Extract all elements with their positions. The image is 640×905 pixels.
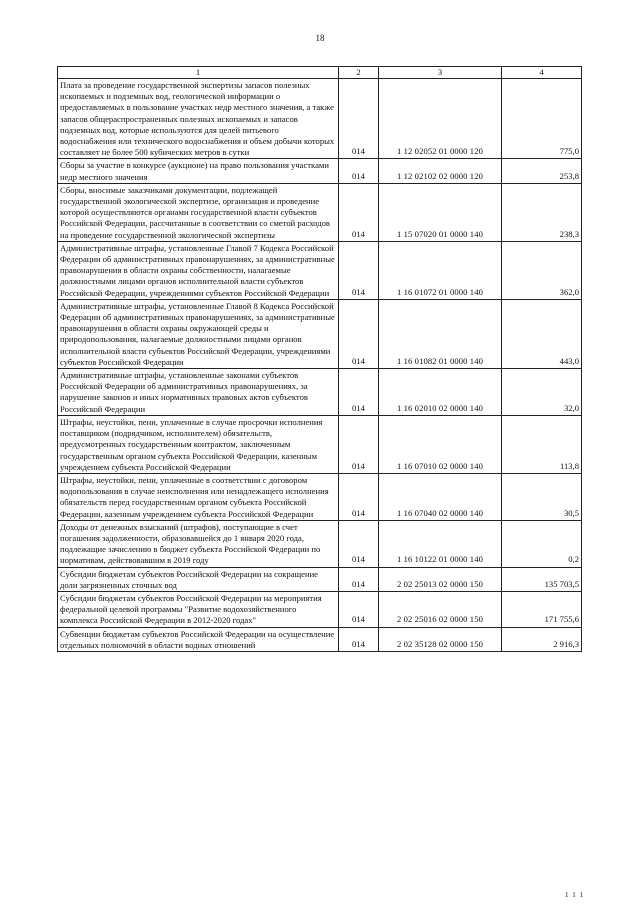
- row-amount: 443,0: [502, 299, 582, 368]
- row-admin-code: 014: [339, 241, 379, 299]
- row-admin-code: 014: [339, 159, 379, 183]
- row-classification-code: 1 16 07010 02 0000 140: [379, 415, 502, 473]
- budget-revenue-table: [57, 66, 582, 652]
- row-description: Субсидии бюджетам субъектов Российской Федерации на мероприятия федеральной целевой программы "Развитие водохозяйственного комплекса Российской Федерации в 2012-2020 годах": [58, 591, 339, 627]
- table-row: [58, 159, 582, 183]
- row-description: Административные штрафы, установленные Главой 7 Кодекса Российской Федерации об административных правонарушениях, за административные правонарушения в области охраны собственности, налагаемые должностными лицами органов исполнительной власти субъектов Российской Федерации, учреждениями субъектов Российской Федерации: [58, 241, 339, 299]
- table-row: [58, 473, 582, 520]
- table-row: [58, 415, 582, 473]
- row-amount: 238,3: [502, 183, 582, 241]
- row-admin-code: 014: [339, 299, 379, 368]
- row-description: Субсидии бюджетам субъектов Российской Федерации на сокращение доли загрязненных сточных вод: [58, 567, 339, 591]
- row-admin-code: 014: [339, 520, 379, 567]
- row-admin-code: 014: [339, 473, 379, 520]
- row-classification-code: 1 16 01082 01 0000 140: [379, 299, 502, 368]
- row-description: Сборы за участие в конкурсе (аукционе) на право пользования участками недр местного значения: [58, 159, 339, 183]
- row-admin-code: 014: [339, 369, 379, 416]
- row-admin-code: 014: [339, 627, 379, 651]
- row-description: Сборы, вносимые заказчиками документации, подлежащей государственной экологической экспертизе, организация и проведение которой осуществляются органами государственной власти субъектов Российской Федерации, рассчитанные в соответствии со сметой расходов на проведение государственной экологической экспертизы: [58, 183, 339, 241]
- row-amount: 775,0: [502, 79, 582, 159]
- table-row: [58, 567, 582, 591]
- table-row: [58, 591, 582, 627]
- footer-mark: 1 1 1: [565, 891, 584, 899]
- row-amount: 30,5: [502, 473, 582, 520]
- row-description: Административные штрафы, установленные Главой 8 Кодекса Российской Федерации об административных правонарушениях, за административные правонарушения в области охраны окружающей среды и природопользования, налагаемые должностными лицами органов исполнительной власти субъектов Российской Федерации, учреждениями субъектов Российской Федерации: [58, 299, 339, 368]
- row-admin-code: 014: [339, 79, 379, 159]
- row-amount: 2 916,3: [502, 627, 582, 651]
- row-description: Штрафы, неустойки, пени, уплаченные в случае просрочки исполнения поставщиком (подрядчиком, исполнителем) обязательств, предусмотренных государственным контрактом, заключенным государственным органом субъекта Российской Федерации, казенным учреждением субъекта Российской Федерации: [58, 415, 339, 473]
- column-header-admin: 2: [339, 67, 379, 79]
- row-classification-code: 1 12 02102 02 0000 120: [379, 159, 502, 183]
- table-row: [58, 520, 582, 567]
- row-classification-code: 1 16 07040 02 0000 140: [379, 473, 502, 520]
- row-amount: 32,0: [502, 369, 582, 416]
- row-amount: 171 755,6: [502, 591, 582, 627]
- table-header-row: [58, 67, 582, 79]
- row-classification-code: 1 16 02010 02 0000 140: [379, 369, 502, 416]
- table-row: [58, 627, 582, 651]
- row-description: Доходы от денежных взысканий (штрафов), поступающие в счет погашения задолженности, образовавшейся до 1 января 2020 года, подлежащие зачислению в бюджет субъекта Российской Федерации по нормативам, действовавшим в 2019 году: [58, 520, 339, 567]
- row-classification-code: 1 16 01072 01 0000 140: [379, 241, 502, 299]
- page-number: 18: [315, 33, 325, 43]
- row-description: Плата за проведение государственной экспертизы запасов полезных ископаемых и подземных вод, геологической информации о предоставляемых в пользование участках недр местного значения, а также запасов общераспространенных полезных ископаемых и запасов подземных вод, которые используются для целей питьевого водоснабжения или технического водоснабжения и объем добычи которых составляет не более 500 кубических метров в сутки: [58, 79, 339, 159]
- row-amount: 253,8: [502, 159, 582, 183]
- row-admin-code: 014: [339, 183, 379, 241]
- row-admin-code: 014: [339, 591, 379, 627]
- row-description: Административные штрафы, установленные законами субъектов Российской Федерации об административных правонарушениях, за нарушение законов и иных нормативных правовых актов субъектов Российской Федерации: [58, 369, 339, 416]
- table-row: [58, 241, 582, 299]
- row-classification-code: 2 02 25016 02 0000 150: [379, 591, 502, 627]
- table-row: [58, 183, 582, 241]
- row-classification-code: 1 12 02052 01 0000 120: [379, 79, 502, 159]
- row-description: Субвенции бюджетам субъектов Российской Федерации на осуществление отдельных полномочий в области водных отношений: [58, 627, 339, 651]
- column-header-description: 1: [58, 67, 339, 79]
- row-classification-code: 1 16 10122 01 0000 140: [379, 520, 502, 567]
- column-header-code: 3: [379, 67, 502, 79]
- row-amount: 362,0: [502, 241, 582, 299]
- table-row: [58, 299, 582, 368]
- row-classification-code: 2 02 35128 02 0000 150: [379, 627, 502, 651]
- row-admin-code: 014: [339, 415, 379, 473]
- table-row: [58, 369, 582, 416]
- row-amount: 0,2: [502, 520, 582, 567]
- row-description: Штрафы, неустойки, пени, уплаченные в соответствии с договором водопользования в случае неисполнения или ненадлежащего исполнения обязательств перед государственным органом субъекта Российской Федерации, казенным учреждением субъекта Российской Федерации: [58, 473, 339, 520]
- table-row: [58, 79, 582, 159]
- column-header-amount: 4: [502, 67, 582, 79]
- row-amount: 135 703,5: [502, 567, 582, 591]
- row-classification-code: 2 02 25013 02 0000 150: [379, 567, 502, 591]
- row-classification-code: 1 15 07020 01 0000 140: [379, 183, 502, 241]
- row-admin-code: 014: [339, 567, 379, 591]
- row-amount: 113,8: [502, 415, 582, 473]
